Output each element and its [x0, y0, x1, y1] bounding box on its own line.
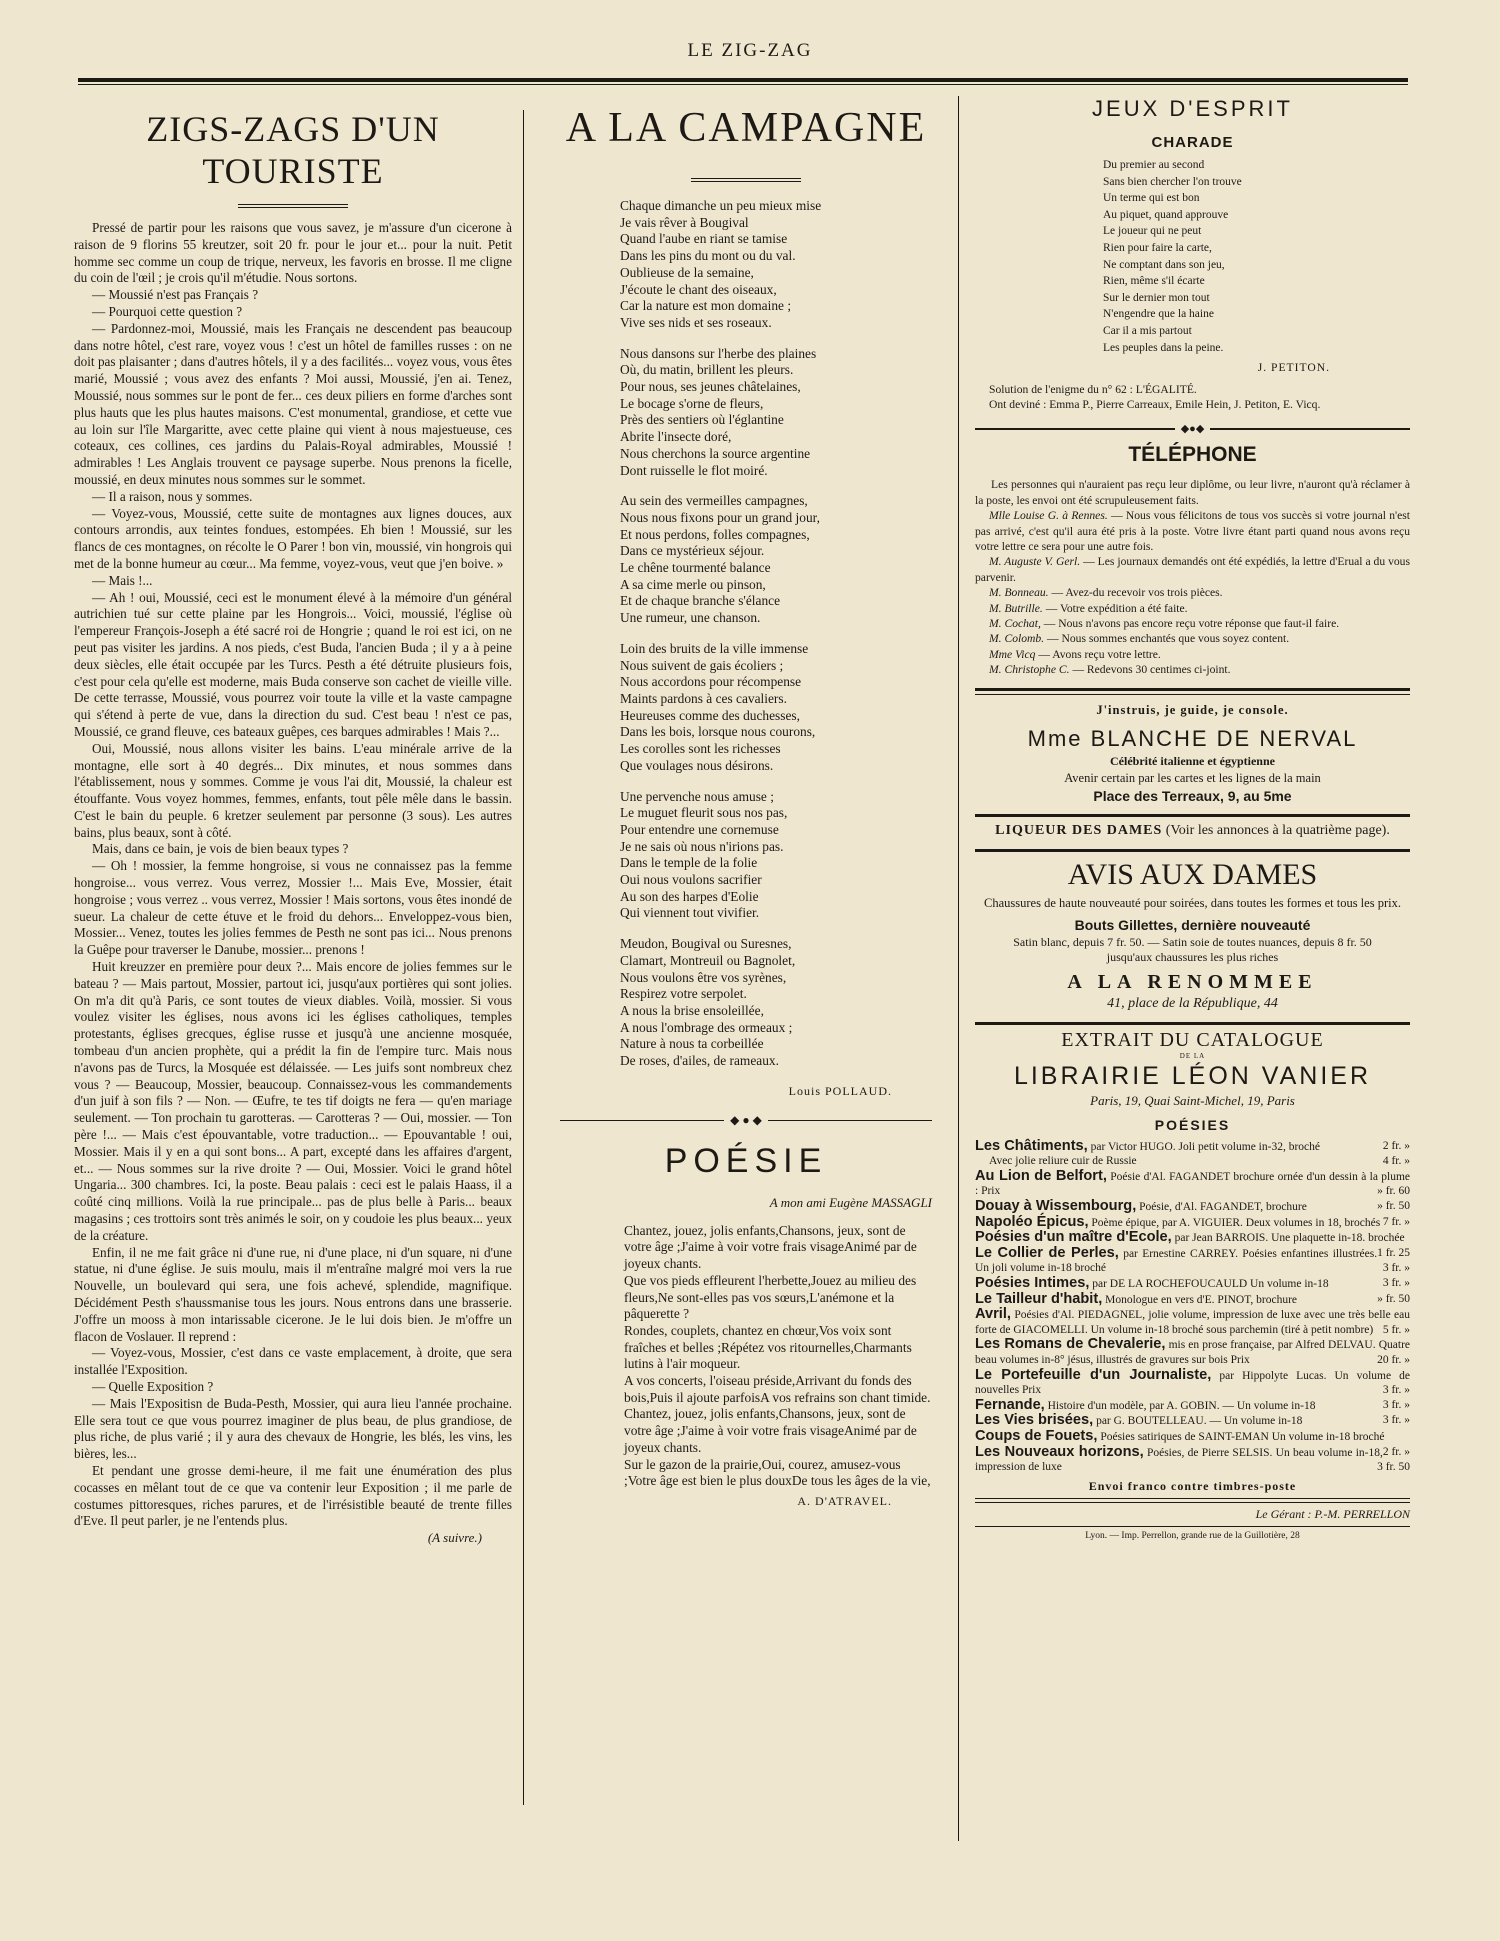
stanza [624, 1457, 932, 1490]
item-title: Le Portefeuille d'un Journaliste, [975, 1366, 1212, 1383]
verse-line: Quand l'aube en riant se tamise [620, 231, 788, 247]
section-title: JEUX D'ESPRIT [1092, 96, 1293, 121]
poem-title: A LA CAMPAGNE [565, 105, 927, 151]
verse-line: Clamart, Montreuil ou Bagnolet, [620, 952, 796, 968]
verse-line: J'aime à voir votre frais visage [680, 1423, 844, 1439]
telephone-entry [975, 647, 1410, 662]
rule [975, 814, 1410, 817]
catalogue-item [975, 1292, 1410, 1308]
poem-signature: A. D'ATRAVEL. [797, 1494, 892, 1508]
article-title: ZIGS-ZAGS D'UN TOURISTE [146, 109, 440, 191]
verse-line: Oui nous voulons sacrifier [620, 872, 762, 888]
article-body [74, 220, 512, 1530]
ornament-divider: ◆ ● ◆ [560, 1113, 932, 1128]
verse-line: De roses, d'ailes, de rameaux. [620, 1053, 779, 1069]
column-right [975, 92, 1410, 1541]
item-price: 1 fr. 25 [1377, 1246, 1410, 1259]
item-price: 3 fr. » [1382, 1398, 1410, 1411]
item-extra: Avec jolie reliure cuir de Russie [989, 1155, 1137, 1168]
column-zigzags [74, 92, 512, 1546]
article-paragraph: Huit kreuzzer en première pour deux ?... Mais encore de jolies femmes sur le bateau ? — Mais partout, Mossier, partout ici, jusqu'aux portières qui sont jolies. On m'a dit qu'à Paris, ce sont toutes de vieux diables. Voilà, mossier. Si vous voulez visiter les églises, nous avons ici les églises catholiques, temples protestants, églises grecques, église russe et jusqu'à une ancienne mosquée, tombeau d'un ancien prophète, qui a prédit la fin de l'empire turc. Mais nous n'avons pas de Turcs, la Mosquée est délaissée. — Les juifs sont nombreux chez vous ? — Beaucoup, Mossier, beaucoup. Connaissez-vous les commandements d'un juif à son fils ? — Non. — Œufre, te tes tif doigts ne fera — qu'en mariage seulement. — Ton prochain tu garotteras. — Carotteras ? — Oui, mossier. — Ton père !... — Mais c'est épouvantable, votre traduction... — Epouvantable ! oui, Mossier. Mais il y en a qui sont bons... A part, excepté dans les affaires d'argent, et... — Nous sommes sur la rive droite ? — Oui, Mossier. Voici le grand hôtel Ungaria... 300 chambres. Ici, la poste. Beau palais : ceci est le palais Haass, il a coûté cinq millions. Voilà la rue principale... pas de plus belle à Paris... beaux magasins ; ces trottoirs sont très animés le soir, on y coudoie les plus beaux... yeux de la créature. [74, 959, 512, 1243]
poem-body [560, 198, 932, 1070]
verse-line: Votre âge est bien le plus doux [627, 1473, 792, 1489]
item-desc: par DE LA ROCHEFOUCAULD Un volume in-18 [1092, 1277, 1329, 1290]
ad-line: Bouts Gillettes, dernière nouveauté [1074, 916, 1311, 933]
entry-name: M. Colomb. [989, 632, 1045, 646]
verse-line: Je ne sais où nous n'irions pas. [620, 838, 784, 854]
stanza [624, 1223, 932, 1273]
catalogue-envoi: Envoi franco contre timbres-poste [1088, 1478, 1297, 1493]
to-be-continued: (A suivre.) [427, 1530, 482, 1546]
verse-line: Dans ce mystérieux séjour. [620, 543, 765, 559]
catalogue-item [975, 1215, 1410, 1231]
section-title: TÉLÉPHONE [1128, 443, 1257, 467]
item-price: 5 fr. » [1382, 1323, 1410, 1336]
article-paragraph: Pressé de partir pour les raisons que vous savez, je m'assure d'un cicerone à raison de 9 florins 55 kreutzer, soit 20 fr. pour le jour et... pour la nuit. Petit homme sec comme un coup de trique, nerveux, les favoris en brosse. Il me cligne du coin de l'œil ; je crois qu'il m'étudie. Nous sortons. [74, 220, 512, 286]
verse-line: Une pervenche nous amuse ; [620, 788, 774, 804]
catalogue-section: POÉSIES [1154, 1116, 1231, 1133]
entry-name: Mlle Louise G. à Rennes. [989, 509, 1108, 523]
item-title: Les Châtiments, [975, 1137, 1088, 1154]
item-desc: mis en prose française, par Alfred DELVAU. Quatre beau volumes in-8° jésus, illustrés de gravures sur bois Prix [975, 1339, 1410, 1366]
verse-line: Jouez au milieu des fleurs, [624, 1272, 917, 1305]
nerval-ad [975, 703, 1410, 804]
verse-line: Pour entendre une cornemuse [620, 821, 779, 837]
catalogue-item [975, 1337, 1410, 1367]
catalogue-item [975, 1398, 1410, 1414]
item-title: Napoléo Épicus, [975, 1213, 1089, 1230]
verse-line: Charmants lutins à l'air moqueur. [624, 1339, 912, 1372]
telephone-entry [975, 662, 1410, 677]
item-desc: Poésie, d'Al. FAGANDET, brochure [1139, 1201, 1307, 1213]
verse-line: Nous accordons pour récompense [620, 674, 802, 690]
catalogue-item [975, 1413, 1410, 1429]
verse-line: Respirez votre serpolet. [620, 986, 747, 1002]
item-desc: par Ernestine CARREY. Poésies enfantines illustrées. Un joli volume in-18 broché [975, 1247, 1378, 1275]
item-desc: par Jean BARROIS. Une plaquette in-18. brochée [1174, 1232, 1405, 1245]
entry-name: M. Cochat, [989, 617, 1041, 630]
charade-line: Car il a mis partout [1103, 324, 1192, 337]
entry-text: — Nous vous félicitons de tous vos succès si votre journal n'est pas arrivé, c'est qu'il aura été pris à la poste. Votre livre étant parti quand nous avons reçu votre lettre ce sera pour une autre fois. [975, 509, 1410, 553]
masthead-rule-thin [78, 84, 1408, 85]
ad-address: Place des Terreaux, 9, au 5me [1093, 787, 1292, 804]
verse-line: Nature à nous ta corbeillée [620, 1036, 764, 1052]
telephone-entries [975, 508, 1410, 677]
item-desc: Poème épique, par A. VIGUIER. Deux volumes in 18, brochés [1091, 1216, 1381, 1229]
verse-line: Nous voulons être vos syrènes, [620, 969, 787, 985]
item-price: 20 fr. » [1377, 1353, 1410, 1366]
verse-line: A vos concerts, l'oiseau préside, [624, 1373, 796, 1389]
verse-line: Chansons, jeux, sont de votre âge ; [624, 1406, 906, 1439]
item-desc: par G. BOUTELLEAU. — Un volume in-18 [1096, 1415, 1303, 1428]
catalogue-de-la: DE LA [1179, 1051, 1206, 1060]
ad-shop: A LA RENOMMEE [1067, 970, 1318, 993]
verse-line: Ne sont-elles pas vos sœurs, [657, 1289, 810, 1305]
ad-text: (Voir les annonces à la quatrième page). [1165, 822, 1390, 838]
catalogue-item [975, 1368, 1410, 1398]
charade-line: Rien, même s'il écarte [1103, 275, 1205, 288]
telephone-entry [975, 508, 1410, 554]
masthead: LE ZIG-ZAG [687, 40, 813, 61]
ad-bold: LIQUEUR DES DAMES [995, 822, 1163, 838]
rule [975, 688, 1410, 691]
article-paragraph: — Il a raison, nous y sommes. [92, 488, 253, 504]
verse-line: Nous dansons sur l'herbe des plaines [620, 345, 817, 361]
item-price: » fr. 50 [1377, 1200, 1410, 1212]
verse-line: Dans le temple de la folie [620, 855, 758, 871]
verse-line: Répétez vos ritournelles, [721, 1339, 854, 1355]
stanza [620, 641, 932, 775]
article-paragraph: — Mais l'Expositisn de Buda-Pesth, Mossier, qui aura lieu l'année prochaine. Elle sera tout ce que vous pourrez imaginer de plus beau, de plus grandiose, de plus riche, de plus varié ; il y aura des chevaux de Hongrie, les blés, les vins, les bières, les... [74, 1395, 512, 1462]
telephone-entry [975, 631, 1410, 646]
verse-line: Loin des bruits de la ville immense [620, 640, 809, 656]
verse-line: Chaque dimanche un peu mieux mise [620, 198, 822, 213]
article-paragraph: Et pendant une grosse demi-heure, il me fait une énumération des plus cocasses en mêlant tout de ce que va contenir leur Exposition ; il me parle de costumes pittoresques, riches parures, et de l'irrésistible beauté de trente filles d'Eve. Il peut parler, je ne l'entends plus. [74, 1462, 512, 1529]
verse-line: Le bocage s'orne de fleurs, [620, 395, 764, 411]
verse-line: Chantez, jouez, jolis enfants, [624, 1222, 779, 1238]
item-title: Au Lion de Belfort, [975, 1167, 1107, 1184]
stanza [620, 346, 932, 480]
article-paragraph: — Mais !... [92, 572, 153, 588]
charade-line: Du premier au second [1103, 159, 1205, 171]
charade-author: J. PETITON. [1257, 361, 1330, 375]
verse-line: Animé par de joyeux chants. [624, 1423, 917, 1455]
poem-body [560, 1223, 932, 1490]
avis-ad [975, 858, 1410, 1012]
verse-line: Près des sentiers où l'églantine [620, 412, 784, 428]
verse-line: Au son des harpes d'Eolie [620, 888, 759, 904]
verse-line: Chansons, jeux, sont de votre âge ; [624, 1222, 906, 1255]
item-desc: Poésies d'Al. PIEDAGNEL, jolie volume, impression de luxe avec une très belle eau forte de GIACOMELLI. Un volume in-18 broché sous parchemin (tiré à petit nombre) [975, 1309, 1410, 1336]
article-paragraph: Mais, dans ce bain, je vois de bien beaux types ? [92, 841, 349, 857]
verse-line: Et nous perdons, folles compagnes, [620, 526, 810, 542]
article-paragraph: — Oh ! mossier, la femme hongroise, si vous ne connaissez pas la femme hongroise... vous verrez. Vous verrez, Mossier !... Mais Eve, Mossier, était hongroise ; vous verrez .. vous verrez, Mossier ! Mais sortons, vous êtes inondé de sueur. La chaleur de cette étuve et le froid du dehors... Enveloppez-vous bien, Mossier... Venez, toutes les jolies femmes de Pesth ne sont pas ici... Nous prenons la Guêpe pour traverser le Danube, mossier... prenons ! [74, 858, 512, 958]
item-title: Les Romans de Chevalerie, [975, 1336, 1166, 1353]
ad-line: Avenir certain par les cartes et les lignes de la main [1064, 770, 1321, 785]
entry-text: — Redevons 30 centimes ci-joint. [1072, 663, 1231, 677]
verse-line: Heureuses comme des duchesses, [620, 707, 800, 723]
verse-line: Animé par de joyeux chants. [624, 1239, 917, 1272]
charade-line: Un terme qui est bon [1103, 192, 1200, 205]
verse-line: A nous la brise ensoleillée, [620, 1002, 764, 1018]
verse-line: Vos voix sont fraîches et belles ; [624, 1322, 892, 1355]
verse-line: Au sein des vermeilles campagnes, [620, 493, 808, 509]
stanza [620, 936, 932, 1070]
verse-line: A vos refrains son chant timide. [760, 1389, 931, 1405]
charade-title: CHARADE [1151, 134, 1234, 151]
catalogue-item [975, 1307, 1410, 1337]
item-price: 2 fr. » [1382, 1139, 1410, 1152]
verse-line: Et de chaque branche s'élance [620, 593, 781, 609]
catalogue-extrait: EXTRAIT DU CATALOGUE [1061, 1028, 1324, 1051]
item-title: Poésies Intimes, [975, 1274, 1090, 1291]
telephone-entry [975, 585, 1410, 600]
item-price: 4 fr. » [1382, 1155, 1410, 1168]
item-desc: par Victor HUGO. Joli petit volume in-32, broché [1090, 1140, 1320, 1153]
charade-line: Au piquet, quand approuve [1103, 208, 1229, 221]
item-price: » fr. 60 [1377, 1185, 1410, 1198]
catalogue-item [975, 1445, 1410, 1475]
entry-text: — Votre expédition a été faite. [1045, 601, 1188, 615]
column-divider [523, 110, 524, 1805]
item-desc: Monologue en vers d'E. PINOT, brochure [1105, 1293, 1298, 1306]
ad-subtitle: Célébrité italienne et égyptienne [1110, 753, 1275, 768]
verse-line: Meudon, Bougival ou Suresnes, [620, 936, 792, 952]
item-title: Le Tailleur d'habit, [975, 1290, 1103, 1307]
catalogue-address: Paris, 19, Quai Saint-Michel, 19, Paris [1090, 1092, 1295, 1108]
article-paragraph: — Ah ! oui, Moussié, ceci est le monument élevé à la mémoire d'un général autrichien tué sur cette plaine par les Hongrois... Voici, moussié, l'église où l'empereur François-Joseph a été sacré roi de Hongrie ; quand le roi est ici, on ne peut pas visiter les jardins. A nos pieds, c'est Buda, l'ancien Buda ; il y a à peine deux siècles, elle était occupée par les Turcs. Pesth a été détruite plusieurs fois, c'est pour cela qu'elle est moderne, mais Buda conserve son cachet de vieille ville. De cette terrasse, Moussié, vous pourrez voir toute la ville et la vaste campagne qui s'étend à perte de vue, dans la direction du sud. C'est beau ! n'est ce pas, Moussié, ce grand fleuve, ces bateaux guêpes, ces barques admirables ! Mais ?... [74, 589, 512, 739]
article-paragraph: — Pardonnez-moi, Moussié, mais les Français ne descendent pas beaucoup dans notre hôtel, c'est rare, voyez vous ! c'est un hôtel de familles russes : on ne doit pas plaisanter ; dans d'autres hôtels, il y a des facilités... voyez vous, vous êtes marié, Moussié ; vous avez des enfants ? Moi aussi, Moussié, j'en ai. Tenez, Moussié, nous sommes sur le pont de fer... ces deux piliers en forme d'arches sont plus hauts que les plus hautes maisons. C'est monumental, grandiose, et cette vue au loin sur l'île Margaritte, avec cette plaine qui vient à nous majestueuse, ces coteaux, ces collines, ces jardins du Palais-Royal admirables, Moussié ! admirables ! Les Anglais trouvent ce paysage superbe. Nous prenons la ficelle, moussié, en deux minutes nous sommes sur le sommet. [74, 320, 512, 487]
charade-text [975, 157, 1410, 356]
charade-line: Ne comptant dans son jeu, [1103, 258, 1225, 271]
catalogue-item-extra [975, 1154, 1410, 1169]
charade-line: Sur le dernier mon tout [1103, 291, 1210, 304]
article-paragraph: Enfin, il ne me fait grâce ni d'une rue, ni d'une place, ni d'un square, ni d'une statue, ni d'une église. Je suis moulu, mais il m'entraîne malgré moi vers la rue Nouvelle, un boulevard qui sera, une fois achevé, splendide, magnifique. Décidément Pesth s'haussmanise tous les jours. Nous entrons dans une brasserie. J'offre un mooss à mon intarissable cicerone. Je le lui dois bien. Je m'offre un flacon de Voslauer. Il reprend : [74, 1244, 512, 1344]
verse-line: Oublieuse de la semaine, [620, 264, 754, 280]
stanza [624, 1373, 932, 1406]
item-title: Les Vies brisées, [975, 1412, 1094, 1429]
item-desc: Poésies satiriques de SAINT-EMAN Un volume in-18 broché [1100, 1430, 1385, 1443]
telephone-entry [975, 616, 1410, 631]
item-title: Fernande, [975, 1396, 1045, 1413]
charade-line: Rien pour faire la carte, [1103, 241, 1212, 254]
item-desc: Histoire d'un modèle, par A. GOBIN. — Un volume in-18 [1047, 1399, 1316, 1412]
item-title: Coups de Fouets, [975, 1427, 1098, 1444]
verse-line: Maints pardons à ces cavaliers. [620, 690, 787, 706]
article-paragraph: — Voyez-vous, Moussié, cette suite de montagnes aux lignes douces, aux contours arrondis, aux teintes fondues, estompées. Eh bien ! Moussié, sur les flancs de ces montagnes, on récolte le O Parer ! bon vin, moussié, vin hongrois qui met de la bonne humeur au cœur... Ma femme, voyez-vous, veut que j'en boive. » [74, 505, 512, 571]
article-paragraph: Oui, Moussié, nous allons visiter les bains. L'eau minérale arrive de la montagne, elle sort à 40 degrés... Dix minutes, et nous sommes dans l'établissement, nous y sommes. Comme je vous l'ai dit, Moussié, la chaleur est étouffante. Vous voyez hommes, femmes, enfants, tout pêle mêle dans le bassin. C'est le bain du peuple. 6 kretzer seulement par personne (3 sous). Les autres bains, plus beaux, sont à côté. [74, 740, 512, 840]
stanza [620, 789, 932, 923]
catalogue-librairie: LIBRAIRIE LÉON VANIER [1013, 1061, 1372, 1090]
verse-line: Arrivant du fonds des bois, [624, 1373, 912, 1405]
verse-line: A nous l'ombrage des ormeaux ; [620, 1019, 793, 1035]
item-price: 3 fr. » [1382, 1384, 1410, 1397]
verse-line: Abrite l'insecte doré, [620, 429, 732, 445]
charade-line: Sans bien chercher l'on trouve [1103, 175, 1242, 188]
item-title: Les Nouveaux horizons, [975, 1443, 1144, 1460]
ad-line: Chaussures de haute nouveauté pour soirées, dans toutes les formes et tous les prix. [984, 895, 1401, 910]
ad-address: 41, place de la République, 44 [1107, 995, 1278, 1011]
item-price: 2 fr. » [1382, 1445, 1410, 1458]
catalogue-item [975, 1199, 1410, 1215]
article-paragraph: — Moussié n'est pas Français ? [92, 287, 259, 303]
rule [975, 1526, 1410, 1527]
entry-text: — Les journaux demandés ont été expédiés, la lettre d'Erual a du vous parvenir. [975, 555, 1410, 584]
poem-signature: Louis POLLAUD. [788, 1083, 892, 1098]
entry-text: — Nous n'avons pas encore reçu votre réponse que faut-il faire. [1043, 617, 1340, 630]
ornament-divider: ◆●◆ [975, 422, 1410, 435]
masthead-rule [78, 78, 1408, 82]
verse-line: Les corolles sont les richesses [620, 741, 781, 757]
charade-line: Les peuples dans la peine. [1103, 341, 1224, 354]
poem-dedication: A mon ami Eugène MASSAGLI [769, 1194, 932, 1210]
guessers-text: Ont deviné : Emma P., Pierre Carreaux, Emile Hein, J. Petiton, E. Vicq. [989, 397, 1321, 411]
verse-line: Dont ruisselle le flot moiré. [620, 462, 768, 478]
verse-line: Nous nous fixons pour un grand jour, [620, 509, 820, 525]
verse-line: Qui viennent tout vivifier. [620, 905, 760, 921]
rule [975, 694, 1410, 695]
stanza [624, 1406, 932, 1456]
title-rule [691, 178, 801, 182]
catalogue-item [975, 1246, 1410, 1276]
verse-line: Une rumeur, une chanson. [620, 610, 761, 626]
verse-line: Où, du matin, brillent les pleurs. [620, 362, 794, 378]
solution-text: Solution de l'enigme du n° 62 : L'ÉGALITÉ. [989, 382, 1197, 396]
entry-text: — Avez-du recevoir vos trois pièces. [1051, 586, 1223, 600]
item-price: 3 fr. » [1382, 1276, 1410, 1289]
stanza [624, 1323, 932, 1373]
catalogue [975, 1029, 1410, 1133]
title-rule [238, 204, 348, 208]
telephone-intro: Les personnes qui n'auraient pas reçu leur diplôme, ou leur livre, n'auront qu'à réclamer à la poste, les envoi ont été scrupuleusement faits. [975, 478, 1410, 507]
item-price: 3 fr. » [1382, 1414, 1410, 1427]
verse-line: Je vais rêver à Bougival [620, 214, 749, 230]
entry-name: Mme Vicq [989, 647, 1036, 661]
verse-line: Dans les bois, lorsque nous courons, [620, 724, 816, 740]
rule [975, 849, 1410, 852]
item-price: 3 fr. » [1382, 1262, 1410, 1275]
catalogue-list [975, 1139, 1410, 1475]
entry-name: M. Christophe C. [989, 663, 1070, 677]
ad-tagline: J'instruis, je guide, je console. [1096, 702, 1289, 717]
ad-name: Mme BLANCHE DE NERVAL [1027, 725, 1358, 751]
entry-name: M. Butrille. [989, 601, 1043, 615]
item-price: » fr. 50 [1377, 1292, 1410, 1305]
column-divider [958, 96, 959, 1841]
verse-line: Dans les pins du mont ou du val. [620, 248, 796, 264]
rule [975, 1498, 1410, 1499]
verse-line: A sa cime merle ou pinson, [620, 576, 766, 592]
rule [975, 1022, 1410, 1025]
item-title: Le Collier de Perles, [975, 1244, 1119, 1261]
charade-line: N'engendre que la haine [1103, 308, 1214, 321]
charade-line: Le joueur qui ne peut [1103, 225, 1202, 238]
catalogue-item [975, 1276, 1410, 1292]
entry-name: M. Bonneau. [989, 586, 1049, 600]
entry-text: — Avons reçu votre lettre. [1038, 647, 1161, 661]
ad-line: Satin blanc, depuis 7 fr. 50. — Satin soie de toutes nuances, depuis 8 fr. 50 jusqu'aux chaussures les plus riches [1013, 934, 1372, 964]
telephone-entry [975, 601, 1410, 616]
item-desc: Poésie d'Al. FAGANDET brochure ornée d'un dessin à la plume : Prix [975, 1170, 1411, 1198]
verse-line: Puis il ajoute parfois [649, 1389, 761, 1405]
verse-line: Rondes, couplets, chantez en chœur, [624, 1322, 819, 1338]
verse-line: Que vos pieds effleurent l'herbette, [624, 1272, 811, 1288]
poem-title: POÉSIE [664, 1141, 828, 1180]
verse-line: Vive ses nids et ses roseaux. [620, 314, 772, 330]
telephone-entry [975, 554, 1410, 585]
item-desc: par Hippolyte Lucas. Un volume de nouvelles Prix [975, 1369, 1411, 1397]
gerant: Le Gérant : P.-M. PERRELLON [1255, 1506, 1410, 1521]
verse-line: Que voulages nous désirons. [620, 757, 774, 773]
verse-line: Nous suivent de gais écoliers ; [620, 657, 784, 673]
liqueur-ad [975, 823, 1410, 839]
rule [975, 1502, 1410, 1503]
item-desc: Poésies, de Pierre SELSIS. Un beau volume in-18, impression de luxe [975, 1446, 1383, 1474]
imprimeur: Lyon. — Imp. Perrellon, grande rue de la Guillotière, 28 [1085, 1530, 1300, 1541]
verse-line: Car la nature est mon domaine ; [620, 298, 792, 314]
verse-line: Chantez, jouez, jolis enfants, [624, 1406, 779, 1422]
stanza [620, 198, 932, 332]
stanza [620, 493, 932, 627]
ad-title: AVIS AUX DAMES [1067, 857, 1318, 891]
verse-line: Pour nous, ses jeunes châtelaines, [620, 379, 801, 395]
catalogue-item [975, 1169, 1410, 1199]
article-paragraph: — Quelle Exposition ? [92, 1378, 214, 1394]
stanza [624, 1273, 932, 1323]
entry-name: M. Auguste V. Gerl. [989, 555, 1081, 569]
column-poems [560, 92, 932, 1509]
verse-line: J'écoute le chant des oiseaux, [620, 281, 777, 297]
item-price: 7 fr. » [1382, 1215, 1410, 1228]
item-title: Douay à Wissembourg, [975, 1198, 1137, 1214]
verse-line: Oui, courez, amusez-vous ; [624, 1456, 901, 1489]
verse-line: Nous cherchons la source argentine [620, 445, 811, 461]
item-title: Avril, [975, 1306, 1011, 1323]
item-price: 3 fr. 50 [1377, 1461, 1410, 1474]
article-paragraph: — Voyez-vous, Mossier, c'est dans ce vaste emplacement, à droite, que sera installée l'Exposition. [74, 1345, 512, 1378]
verse-line: Le muguet fleurit sous nos pas, [620, 805, 788, 821]
verse-line: J'aime à voir votre frais visage [680, 1239, 844, 1255]
verse-line: Sur le gazon de la prairie, [624, 1456, 762, 1472]
verse-line: L'anémone et la pâquerette ? [624, 1289, 895, 1322]
verse-line: Le chêne tourmenté balance [620, 560, 771, 576]
entry-text: — Nous sommes enchantés que vous soyez content. [1046, 632, 1290, 646]
item-title: Poésies d'un maître d'Ecole, [975, 1229, 1172, 1246]
catalogue-item [975, 1139, 1410, 1155]
article-paragraph: — Pourquoi cette question ? [92, 303, 243, 319]
verse-line: De tous les âges de la vie, [791, 1473, 931, 1489]
